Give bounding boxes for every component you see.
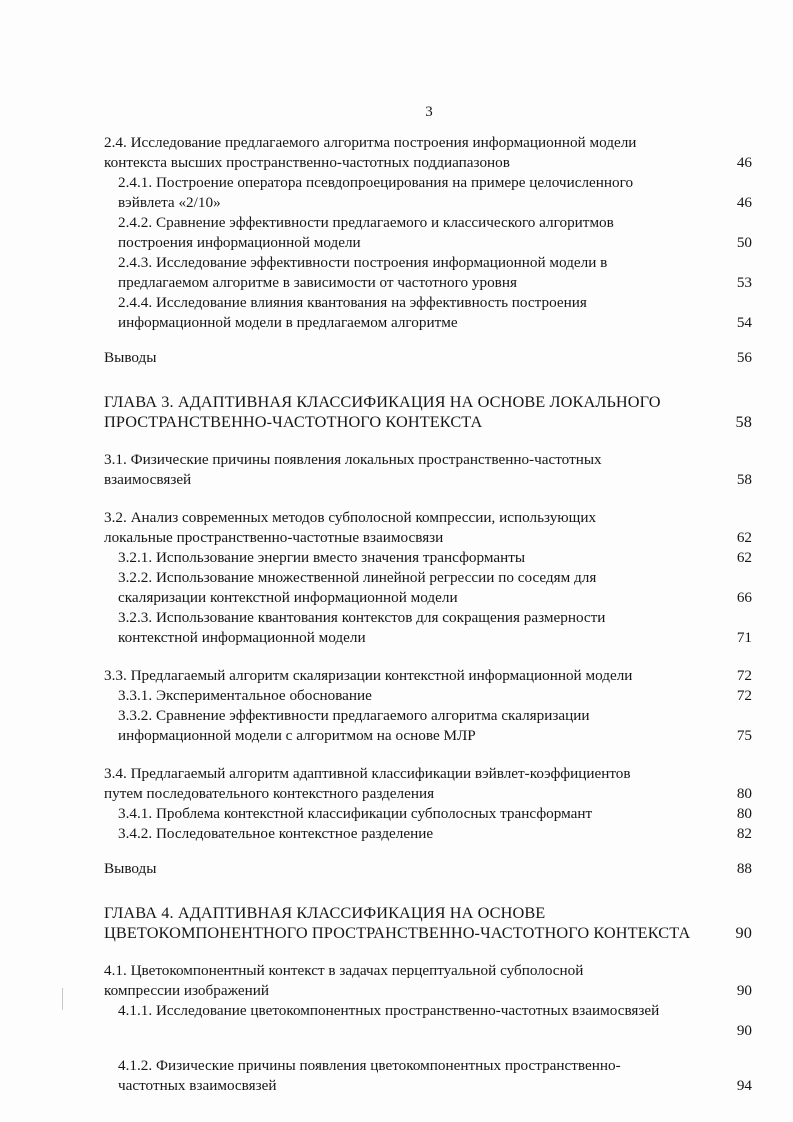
- toc-entry-3-3-1: [104, 686, 752, 706]
- toc-entry-3-4-1: [104, 804, 752, 824]
- toc-entry-title: 4.1. Цветокомпонентный контекст в задачах перцептуальной субполосной компрессии изображений: [104, 962, 584, 999]
- toc-entry-title: 3.4.1. Проблема контекстной классификации субполосных трансформант: [118, 805, 593, 822]
- toc-entry-page: 90: [736, 982, 752, 999]
- toc-entry-page: 88: [736, 860, 752, 877]
- toc-entry-page: 80: [736, 785, 752, 802]
- toc-entry-3-2: [104, 508, 752, 548]
- toc-entry-4-1-2: [104, 1056, 752, 1096]
- toc-entry-title: 3.3. Предлагаемый алгоритм скаляризации контекстной информационной модели: [104, 667, 633, 684]
- toc-entry-2-4-4: [104, 293, 752, 333]
- toc-entry-3-3-2: [104, 706, 752, 746]
- toc-entry-page: 58: [735, 412, 752, 431]
- toc-entry-3-2-3: [104, 608, 752, 648]
- toc-entry-page: 90: [736, 1022, 752, 1039]
- toc-entry-title: ГЛАВА 4. АДАПТИВНАЯ КЛАССИФИКАЦИЯ НА ОСНОВЕ ЦВЕТОКОМПОНЕНТНОГО ПРОСТРАНСТВЕННО-ЧАСТОТНОГО КОНТЕКСТА: [104, 903, 691, 942]
- toc-entry-page: 53: [736, 274, 752, 291]
- toc-entry-title: Выводы: [104, 860, 157, 877]
- toc-entry-page: 72: [736, 667, 752, 684]
- toc-entry-page: 66: [736, 589, 752, 606]
- toc-entry-title: 2.4.4. Исследование влияния квантования на эффективность построения информационной модели в предлагаемом алгоритме: [118, 294, 587, 331]
- toc-entry-title: 2.4. Исследование предлагаемого алгоритма построения информационной модели контекста высших пространственно-частотных поддиапазонов: [104, 134, 637, 171]
- toc-entry-page: 90: [735, 923, 752, 942]
- toc-entry-title: Выводы: [104, 349, 157, 366]
- toc-entry-title: 3.3.1. Экспериментальное обоснование: [118, 687, 372, 704]
- toc-entry-title: 4.1.2. Физические причины появления цветокомпонентных пространственно- частотных взаимосвязей: [118, 1057, 621, 1094]
- toc-entry-page: 94: [736, 1077, 752, 1094]
- toc-entry-3-2-1: [104, 548, 752, 568]
- toc-entry-title: 3.2.2. Использование множественной линейной регрессии по соседям для скаляризации контекстной информационной модели: [118, 569, 597, 606]
- toc-entry-3-3: [104, 666, 752, 686]
- toc-entry-title: 3.2.1. Использование энергии вместо значения трансформанты: [118, 549, 526, 566]
- toc-entry-chapter-3: [104, 392, 752, 432]
- table-of-contents: [104, 133, 752, 1096]
- toc-entry-2-4-1: [104, 173, 752, 213]
- toc-entry-page: 54: [736, 314, 752, 331]
- toc-entry-page: 72: [736, 687, 752, 704]
- toc-entry-title: 3.4. Предлагаемый алгоритм адаптивной классификации вэйвлет-коэффициентов путем последовательного контекстного разделения: [104, 765, 631, 802]
- toc-entry-page: 82: [736, 825, 752, 842]
- toc-entry-title: 2.4.3. Исследование эффективности построения информационной модели в предлагаемом алгоритме в зависимости от частотного уровня: [118, 254, 608, 291]
- toc-entry-conclusions-chapter-2: [104, 348, 752, 368]
- toc-entry-4-1-1: [104, 1001, 752, 1041]
- toc-entry-title: 3.4.2. Последовательное контекстное разделение: [118, 825, 434, 842]
- toc-entry-page: 62: [736, 529, 752, 546]
- toc-entry-2-4-3: [104, 253, 752, 293]
- toc-entry-2-4: [104, 133, 752, 173]
- toc-entry-3-4-2: [104, 824, 752, 844]
- toc-entry-page: 46: [736, 194, 752, 211]
- toc-entry-title: 2.4.2. Сравнение эффективности предлагаемого и классического алгоритмов построения информационной модели: [118, 214, 614, 251]
- toc-entry-chapter-4: [104, 903, 752, 943]
- toc-entry-page: 50: [736, 234, 752, 251]
- page-number: 3: [425, 104, 433, 120]
- toc-entry-2-4-2: [104, 213, 752, 253]
- toc-entry-title: 3.2.3. Использование квантования контекстов для сокращения размерности контекстной информационной модели: [118, 609, 606, 646]
- toc-entry-title: 4.1.1. Исследование цветокомпонентных пространственно-частотных взаимосвязей: [118, 1002, 660, 1019]
- toc-entry-title: ГЛАВА 3. АДАПТИВНАЯ КЛАССИФИКАЦИЯ НА ОСНОВЕ ЛОКАЛЬНОГО ПРОСТРАНСТВЕННО-ЧАСТОТНОГО КОНТЕКСТА: [104, 392, 661, 431]
- toc-entry-page: 58: [736, 471, 752, 488]
- toc-entry-title: 3.2. Анализ современных методов субполосной компрессии, использующих локальные пространственно-частотные взаимосвязи: [104, 509, 597, 546]
- toc-entry-page: 75: [736, 727, 752, 744]
- toc-entry-title: 3.1. Физические причины появления локальных пространственно-частотных взаимосвязей: [104, 451, 602, 488]
- toc-entry-title: 3.3.2. Сравнение эффективности предлагаемого алгоритма скаляризации информационной модели с алгоритмом на основе МЛР: [118, 707, 590, 744]
- toc-entry-3-4: [104, 764, 752, 804]
- toc-entry-3-1: [104, 450, 752, 490]
- toc-entry-title: 2.4.1. Построение оператора псевдопроецирования на примере целочисленного вэйвлета «2/10»: [118, 174, 634, 211]
- toc-entry-3-2-2: [104, 568, 752, 608]
- toc-entry-4-1: [104, 961, 752, 1001]
- toc-entry-page: 71: [736, 629, 752, 646]
- toc-entry-page: 80: [736, 805, 752, 822]
- toc-entry-conclusions-chapter-3: [104, 859, 752, 879]
- scan-artifact-line: [62, 988, 63, 1010]
- toc-entry-page: 46: [736, 154, 752, 171]
- toc-entry-page: 56: [736, 349, 752, 366]
- toc-entry-page: 62: [736, 549, 752, 566]
